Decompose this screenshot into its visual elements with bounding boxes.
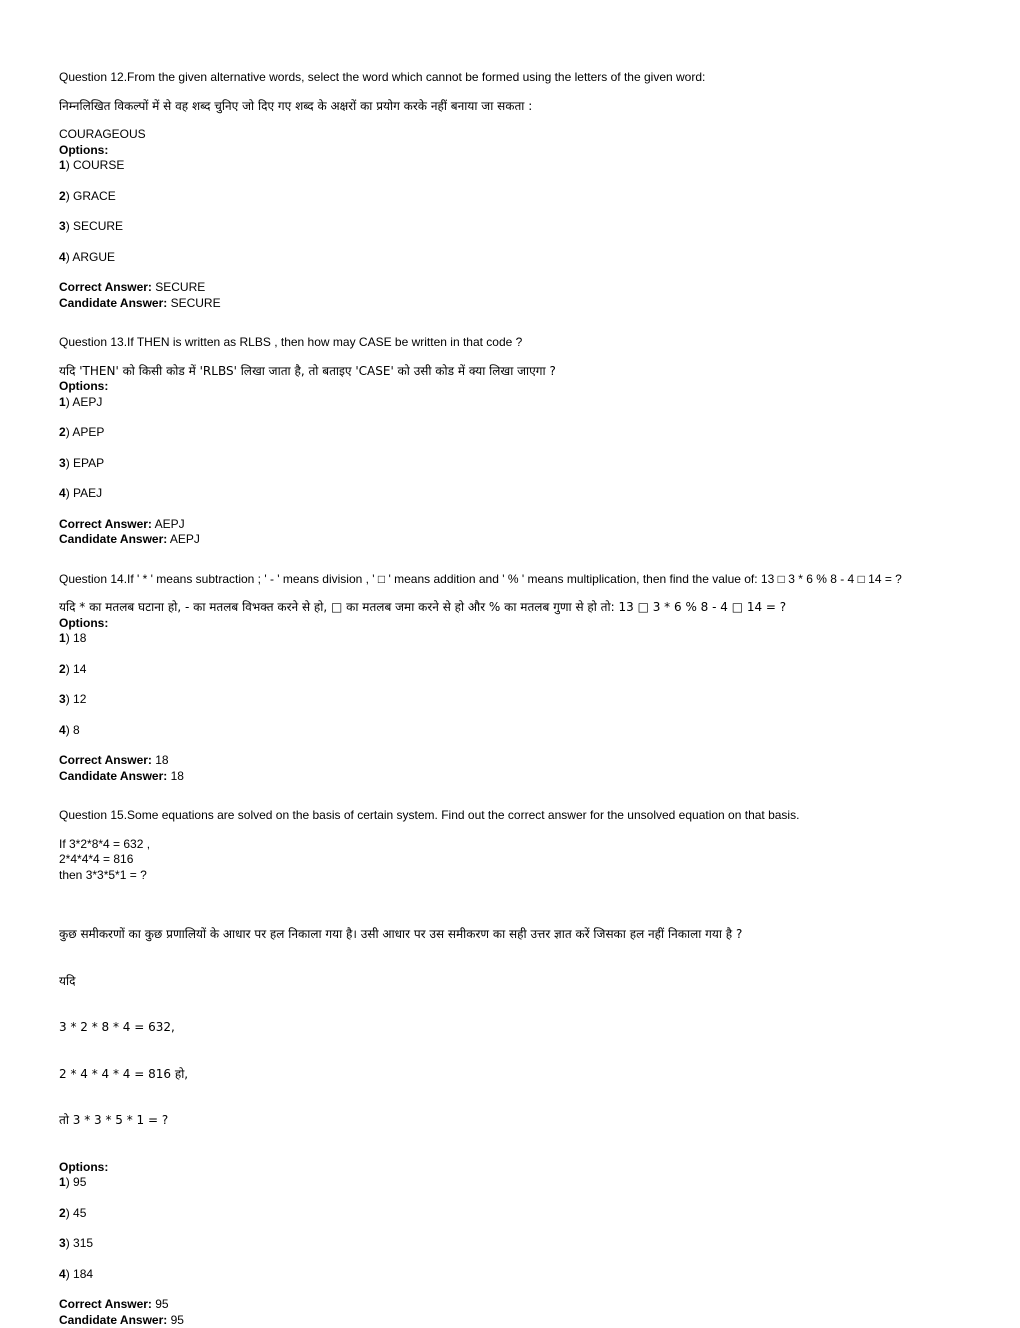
- hindi-line: कुछ समीकरणों का कुछ प्रणालियों के आधार पर हल निकाला गया है। उसी आधार पर उस समीकरण का सही उत्तर ज्ञात करें जिसका हल नहीं निकाला गया है ?: [59, 927, 999, 943]
- candidate-answer: Candidate Answer: 18: [59, 769, 999, 785]
- option-4: 4) ARGUE: [59, 250, 999, 266]
- hindi-line: 2 * 4 * 4 * 4 = 816 हो,: [59, 1067, 999, 1083]
- candidate-answer: Candidate Answer: 95: [59, 1313, 999, 1328]
- option-2: 2) APEP: [59, 425, 999, 441]
- option-3: 3) 315: [59, 1236, 999, 1252]
- option-2: 2) 45: [59, 1206, 999, 1222]
- candidate-answer: Candidate Answer: SECURE: [59, 296, 999, 312]
- question-13: [59, 335, 999, 548]
- question-14: [59, 572, 999, 785]
- option-1: 1) 18: [59, 631, 999, 647]
- correct-answer: Correct Answer: AEPJ: [59, 517, 999, 533]
- question-text: Question 14.If ' * ' means subtraction ; ' - ' means division , ' □ ' means addition and ' % ' means multiplication, then find the value of: 13 □ 3 * 6 % 8 - 4 □ 14 = ?: [59, 572, 999, 588]
- options-label: Options:: [59, 616, 999, 632]
- equation-line: If 3*2*8*4 = 632 ,: [59, 837, 999, 853]
- option-4: 4) 184: [59, 1267, 999, 1283]
- options-label: Options:: [59, 379, 999, 395]
- equations-hindi: [59, 896, 999, 1160]
- correct-answer: Correct Answer: 95: [59, 1297, 999, 1313]
- question-text-hindi: यदि * का मतलब घटाना हो, - का मतलब विभक्त करने से हो, □ का मतलब जमा करने से हो और % का मतलब गुणा से हो तो: 13 □ 3 * 6 % 8 - 4 □ 14 = ?: [59, 600, 999, 616]
- option-3: 3) 12: [59, 692, 999, 708]
- question-text: Question 13.If THEN is written as RLBS , then how may CASE be written in that code ?: [59, 335, 999, 351]
- correct-answer: Correct Answer: 18: [59, 753, 999, 769]
- question-text-hindi: निम्नलिखित विकल्पों में से वह शब्द चुनिए जो दिए गए शब्द के अक्षरों का प्रयोग करके नहीं बनाया जा सकता :: [59, 99, 999, 115]
- hindi-line: यदि: [59, 974, 999, 990]
- candidate-answer: Candidate Answer: AEPJ: [59, 532, 999, 548]
- question-text: Question 12.From the given alternative words, select the word which cannot be formed using the letters of the given word:: [59, 70, 999, 86]
- option-3: 3) EPAP: [59, 456, 999, 472]
- option-3: 3) SECURE: [59, 219, 999, 235]
- option-4: 4) PAEJ: [59, 486, 999, 502]
- question-text-hindi: यदि 'THEN' को किसी कोड में 'RLBS' लिखा जाता है, तो बताइए 'CASE' को उसी कोड में क्या लिखा जाएगा ?: [59, 364, 999, 380]
- option-1: 1) AEPJ: [59, 395, 999, 411]
- option-1: 1) COURSE: [59, 158, 999, 174]
- options-label: Options:: [59, 143, 999, 159]
- option-2: 2) 14: [59, 662, 999, 678]
- correct-answer: Correct Answer: SECURE: [59, 280, 999, 296]
- hindi-line: तो 3 * 3 * 5 * 1 = ?: [59, 1113, 999, 1129]
- given-word: COURAGEOUS: [59, 127, 999, 143]
- question-15: [59, 808, 999, 1328]
- options-label: Options:: [59, 1160, 999, 1176]
- option-1: 1) 95: [59, 1175, 999, 1191]
- option-2: 2) GRACE: [59, 189, 999, 205]
- question-text: Question 15.Some equations are solved on the basis of certain system. Find out the correct answer for the unsolved equation on that basis.: [59, 808, 999, 824]
- equation-line: then 3*3*5*1 = ?: [59, 868, 999, 884]
- equations-english: [59, 837, 999, 884]
- option-4: 4) 8: [59, 723, 999, 739]
- equation-line: 2*4*4*4 = 816: [59, 852, 999, 868]
- question-12: [59, 70, 999, 311]
- hindi-line: 3 * 2 * 8 * 4 = 632,: [59, 1020, 999, 1036]
